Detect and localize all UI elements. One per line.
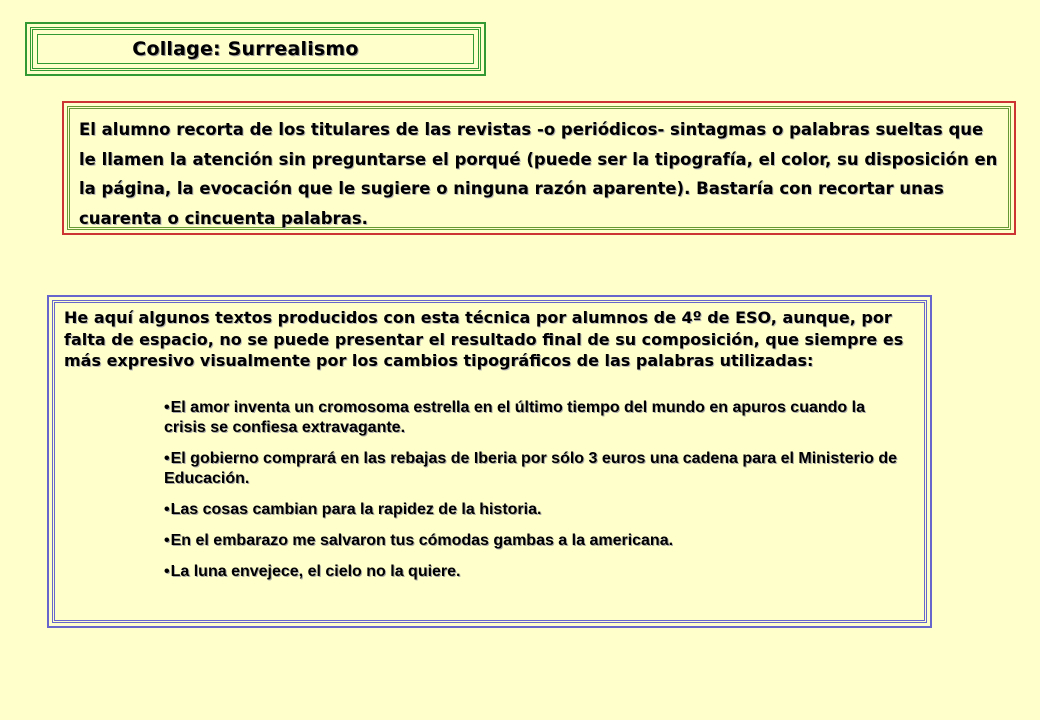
list-item xyxy=(164,449,904,489)
intro-frame-inner xyxy=(67,106,1011,230)
bullet-icon: • xyxy=(164,531,170,549)
list-item xyxy=(164,500,904,520)
page-title: Collage: Surrealismo xyxy=(132,38,359,60)
intro-paragraph: El alumno recorta de los titulares de las revistas -o periódicos- sintagmas o palabras sueltas que le llamen la atención sin preguntarse el porqué (puede ser la tipografía, el color, su disposición en la página, la evocación que le sugiere o ninguna razón aparente). Bastaría con recortar unas cuarenta o cincuenta palabras. xyxy=(79,120,998,228)
list-item-text: El gobierno comprará en las rebajas de Iberia por sólo 3 euros una cadena para el Ministerio de Educación. xyxy=(164,449,898,487)
list-item xyxy=(164,398,904,438)
list-item-text: Las cosas cambian para la rapidez de la historia. xyxy=(170,500,542,518)
list-item-text: En el embarazo me salvaron tus cómodas gambas a la americana. xyxy=(170,531,674,549)
examples-list xyxy=(164,398,904,582)
examples-intro-paragraph: He aquí algunos textos producidos con esta técnica por alumnos de 4º de ESO, aunque, por falta de espacio, no se puede presentar el resultado final de su composición, que siempre es más expresivo visualmente por los cambios tipográficos de las palabras utilizadas: xyxy=(64,308,904,370)
list-item-text: El amor inventa un cromosoma estrella en el último tiempo del mundo en apuros cuando la crisis se confiesa extravagante. xyxy=(164,398,865,436)
bullet-icon: • xyxy=(164,562,170,580)
examples-frame xyxy=(47,295,932,628)
bullet-icon: • xyxy=(164,398,170,416)
bullet-icon: • xyxy=(164,449,170,467)
title-frame-inner xyxy=(30,27,481,71)
list-item xyxy=(164,562,904,582)
intro-frame xyxy=(62,101,1016,235)
list-item-text: La luna envejece, el cielo no la quiere. xyxy=(170,562,461,580)
title-frame xyxy=(25,22,486,76)
list-item xyxy=(164,531,904,551)
bullet-icon: • xyxy=(164,500,170,518)
examples-frame-inner xyxy=(52,300,927,623)
